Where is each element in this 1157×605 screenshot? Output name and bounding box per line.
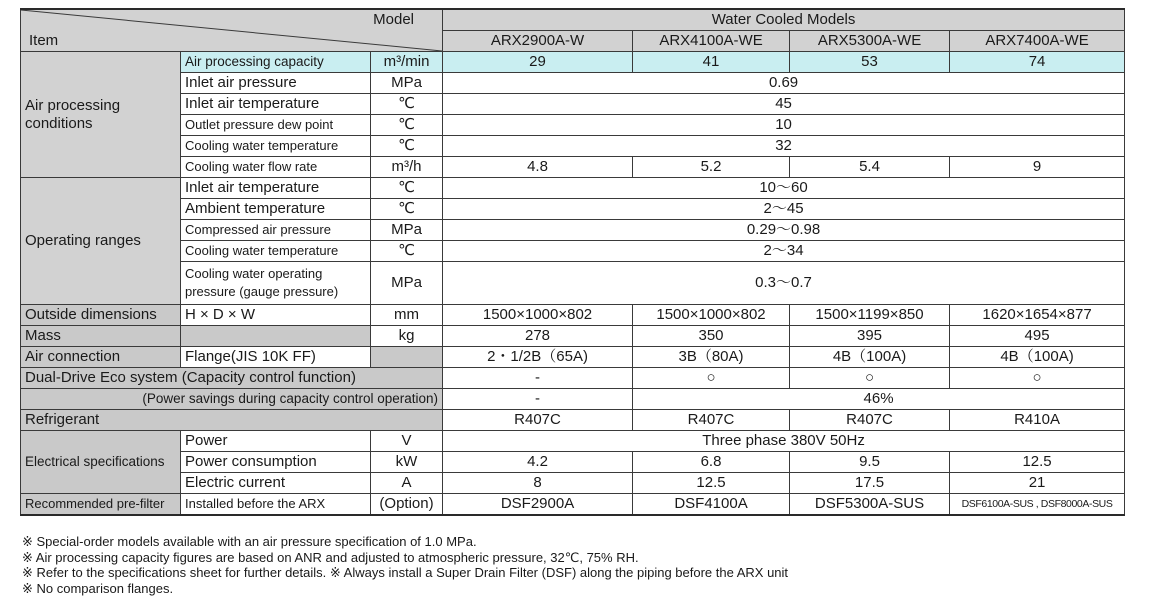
cell-value: 5.2 xyxy=(633,157,790,178)
table-row xyxy=(21,452,1125,473)
cell-value: 10 xyxy=(443,115,1125,136)
group-title: Water Cooled Models xyxy=(443,9,1125,31)
cell-value: 395 xyxy=(790,326,950,347)
cell-value: Three phase 380V 50Hz xyxy=(443,431,1125,452)
cell-value: 0.3～0.7 xyxy=(443,262,1125,305)
empty-cell xyxy=(181,326,371,347)
row-label: Outlet pressure dew point xyxy=(181,115,371,136)
cell-value: R407C xyxy=(633,410,790,431)
cell-value: - xyxy=(443,368,633,389)
row-label-line: pressure (gauge pressure) xyxy=(185,284,339,299)
row-unit: (Option) xyxy=(371,494,443,516)
cell-value: 21 xyxy=(950,473,1125,494)
model-name: ARX7400A-WE xyxy=(950,31,1125,52)
spec-table xyxy=(20,8,1125,516)
row-unit: MPa xyxy=(371,262,443,305)
cell-value: ○ xyxy=(950,368,1125,389)
row-unit: mm xyxy=(371,305,443,326)
row-unit: m³/h xyxy=(371,157,443,178)
table-row xyxy=(21,241,1125,262)
cell-value: 9 xyxy=(950,157,1125,178)
row-sublabel: H × D × W xyxy=(181,305,371,326)
table-row xyxy=(21,178,1125,199)
table-row xyxy=(21,431,1125,452)
group-label: conditions xyxy=(25,114,93,132)
row-label: (Power savings during capacity control operation) xyxy=(21,389,443,410)
row-sublabel: Installed before the ARX xyxy=(181,494,371,516)
table-row xyxy=(21,368,1125,389)
table-row xyxy=(21,52,1125,73)
header-corner xyxy=(21,9,443,52)
table-row xyxy=(21,389,1125,410)
cell-value: DSF5300A-SUS xyxy=(790,494,950,516)
cell-value: 495 xyxy=(950,326,1125,347)
table-row xyxy=(21,73,1125,94)
footnote: ※ Refer to the specifications sheet for further details. ※ Always install a Super Drain Filter (DSF) along the piping before the ARX unit xyxy=(22,565,789,580)
footnote: ※ Air processing capacity figures are based on ANR and adjusted to atmospheric pressure, 32℃, 75% RH. xyxy=(22,549,639,565)
item-label: Item xyxy=(29,32,59,49)
cell-value: 74 xyxy=(950,52,1125,73)
row-label: Ambient temperature xyxy=(181,199,371,220)
model-label: Model xyxy=(373,11,415,28)
cell-value: DSF4100A xyxy=(633,494,790,516)
cell-value: 350 xyxy=(633,326,790,347)
cell-value: 12.5 xyxy=(950,452,1125,473)
cell-value: 0.29～0.98 xyxy=(443,220,1125,241)
cell-value: 4.8 xyxy=(443,157,633,178)
row-unit: kg xyxy=(371,326,443,347)
group-electrical: Electrical specifications xyxy=(21,431,181,494)
row-unit: ℃ xyxy=(371,241,443,262)
row-label: Cooling water temperature xyxy=(181,241,371,262)
cell-value: R407C xyxy=(790,410,950,431)
table-row xyxy=(21,157,1125,178)
cell-value: ○ xyxy=(790,368,950,389)
cell-value: 41 xyxy=(633,52,790,73)
row-sublabel: Flange(JIS 10K FF) xyxy=(181,347,371,368)
row-label: Recommended pre-filter xyxy=(21,494,181,516)
row-unit: ℃ xyxy=(371,178,443,199)
cell-value: 1500×1000×802 xyxy=(633,305,790,326)
row-label: Cooling water temperature xyxy=(181,136,371,157)
row-label: Refrigerant xyxy=(21,410,443,431)
row-label: Compressed air pressure xyxy=(181,220,371,241)
table-row xyxy=(21,220,1125,241)
row-label: Outside dimensions xyxy=(21,305,181,326)
footnotes xyxy=(22,534,788,596)
cell-value: 278 xyxy=(443,326,633,347)
row-label: Dual-Drive Eco system (Capacity control function) xyxy=(21,368,443,389)
cell-value: 12.5 xyxy=(633,473,790,494)
group-operating-ranges: Operating ranges xyxy=(21,178,181,305)
cell-value: 4B（100A) xyxy=(950,347,1125,368)
row-unit: ℃ xyxy=(371,94,443,115)
table-row xyxy=(21,115,1125,136)
cell-value: 2・1/2B（65A) xyxy=(443,347,633,368)
cell-value: 2～34 xyxy=(443,241,1125,262)
model-name: ARX2900A-W xyxy=(443,31,633,52)
cell-value: 1620×1654×877 xyxy=(950,305,1125,326)
cell-value: 4.2 xyxy=(443,452,633,473)
row-unit: MPa xyxy=(371,73,443,94)
table-row xyxy=(21,326,1125,347)
cell-value: 45 xyxy=(443,94,1125,115)
cell-value: R407C xyxy=(443,410,633,431)
row-unit: ℃ xyxy=(371,199,443,220)
cell-value: 4B（100A) xyxy=(790,347,950,368)
cell-value: 10～60 xyxy=(443,178,1125,199)
cell-value: 46% xyxy=(633,389,1125,410)
table-row xyxy=(21,473,1125,494)
table-row xyxy=(21,494,1125,516)
row-unit: ℃ xyxy=(371,136,443,157)
cell-value: 29 xyxy=(443,52,633,73)
row-label: Power consumption xyxy=(181,452,371,473)
cell-value: 2～45 xyxy=(443,199,1125,220)
group-label: Air processing xyxy=(25,96,121,114)
row-label: Inlet air temperature xyxy=(181,178,371,199)
row-unit: A xyxy=(371,473,443,494)
table-row xyxy=(21,410,1125,431)
table-row xyxy=(21,262,1125,305)
cell-value: - xyxy=(443,389,633,410)
cell-value: 5.4 xyxy=(790,157,950,178)
row-label: Mass xyxy=(21,326,181,347)
empty-cell xyxy=(371,347,443,368)
cell-value: ○ xyxy=(633,368,790,389)
row-label: Electric current xyxy=(181,473,371,494)
row-unit: m³/min xyxy=(371,52,443,73)
row-label: Power xyxy=(181,431,371,452)
footnote: ※ Special-order models available with an air pressure specification of 1.0 MPa. xyxy=(22,534,477,549)
table-row xyxy=(21,347,1125,368)
cell-value: 8 xyxy=(443,473,633,494)
row-unit: kW xyxy=(371,452,443,473)
row-label xyxy=(181,262,371,305)
cell-value: 1500×1000×802 xyxy=(443,305,633,326)
model-name: ARX5300A-WE xyxy=(790,31,950,52)
table-row xyxy=(21,94,1125,115)
table-row xyxy=(21,136,1125,157)
header-row xyxy=(21,9,1125,31)
row-label: Air connection xyxy=(21,347,181,368)
cell-value: 17.5 xyxy=(790,473,950,494)
cell-value: 9.5 xyxy=(790,452,950,473)
footnote: ※ No comparison flanges. xyxy=(22,580,174,596)
row-label: Inlet air pressure xyxy=(181,73,371,94)
cell-value: 1500×1199×850 xyxy=(790,305,950,326)
row-unit: ℃ xyxy=(371,115,443,136)
row-label: Air processing capacity xyxy=(181,52,371,73)
cell-value: 0.69 xyxy=(443,73,1125,94)
cell-value: R410A xyxy=(950,410,1125,431)
table-row xyxy=(21,199,1125,220)
table-row xyxy=(21,305,1125,326)
cell-value: 53 xyxy=(790,52,950,73)
row-label-line: Cooling water operating xyxy=(185,266,323,281)
row-unit: V xyxy=(371,431,443,452)
model-name: ARX4100A-WE xyxy=(633,31,790,52)
row-label: Cooling water flow rate xyxy=(181,157,371,178)
cell-value: 32 xyxy=(443,136,1125,157)
cell-value: 6.8 xyxy=(633,452,790,473)
cell-value: 3B（80A) xyxy=(633,347,790,368)
row-label: Inlet air temperature xyxy=(181,94,371,115)
cell-value: DSF6100A-SUS , DSF8000A-SUS xyxy=(950,494,1125,516)
group-air-processing xyxy=(21,52,181,178)
cell-value: DSF2900A xyxy=(443,494,633,516)
row-unit: MPa xyxy=(371,220,443,241)
